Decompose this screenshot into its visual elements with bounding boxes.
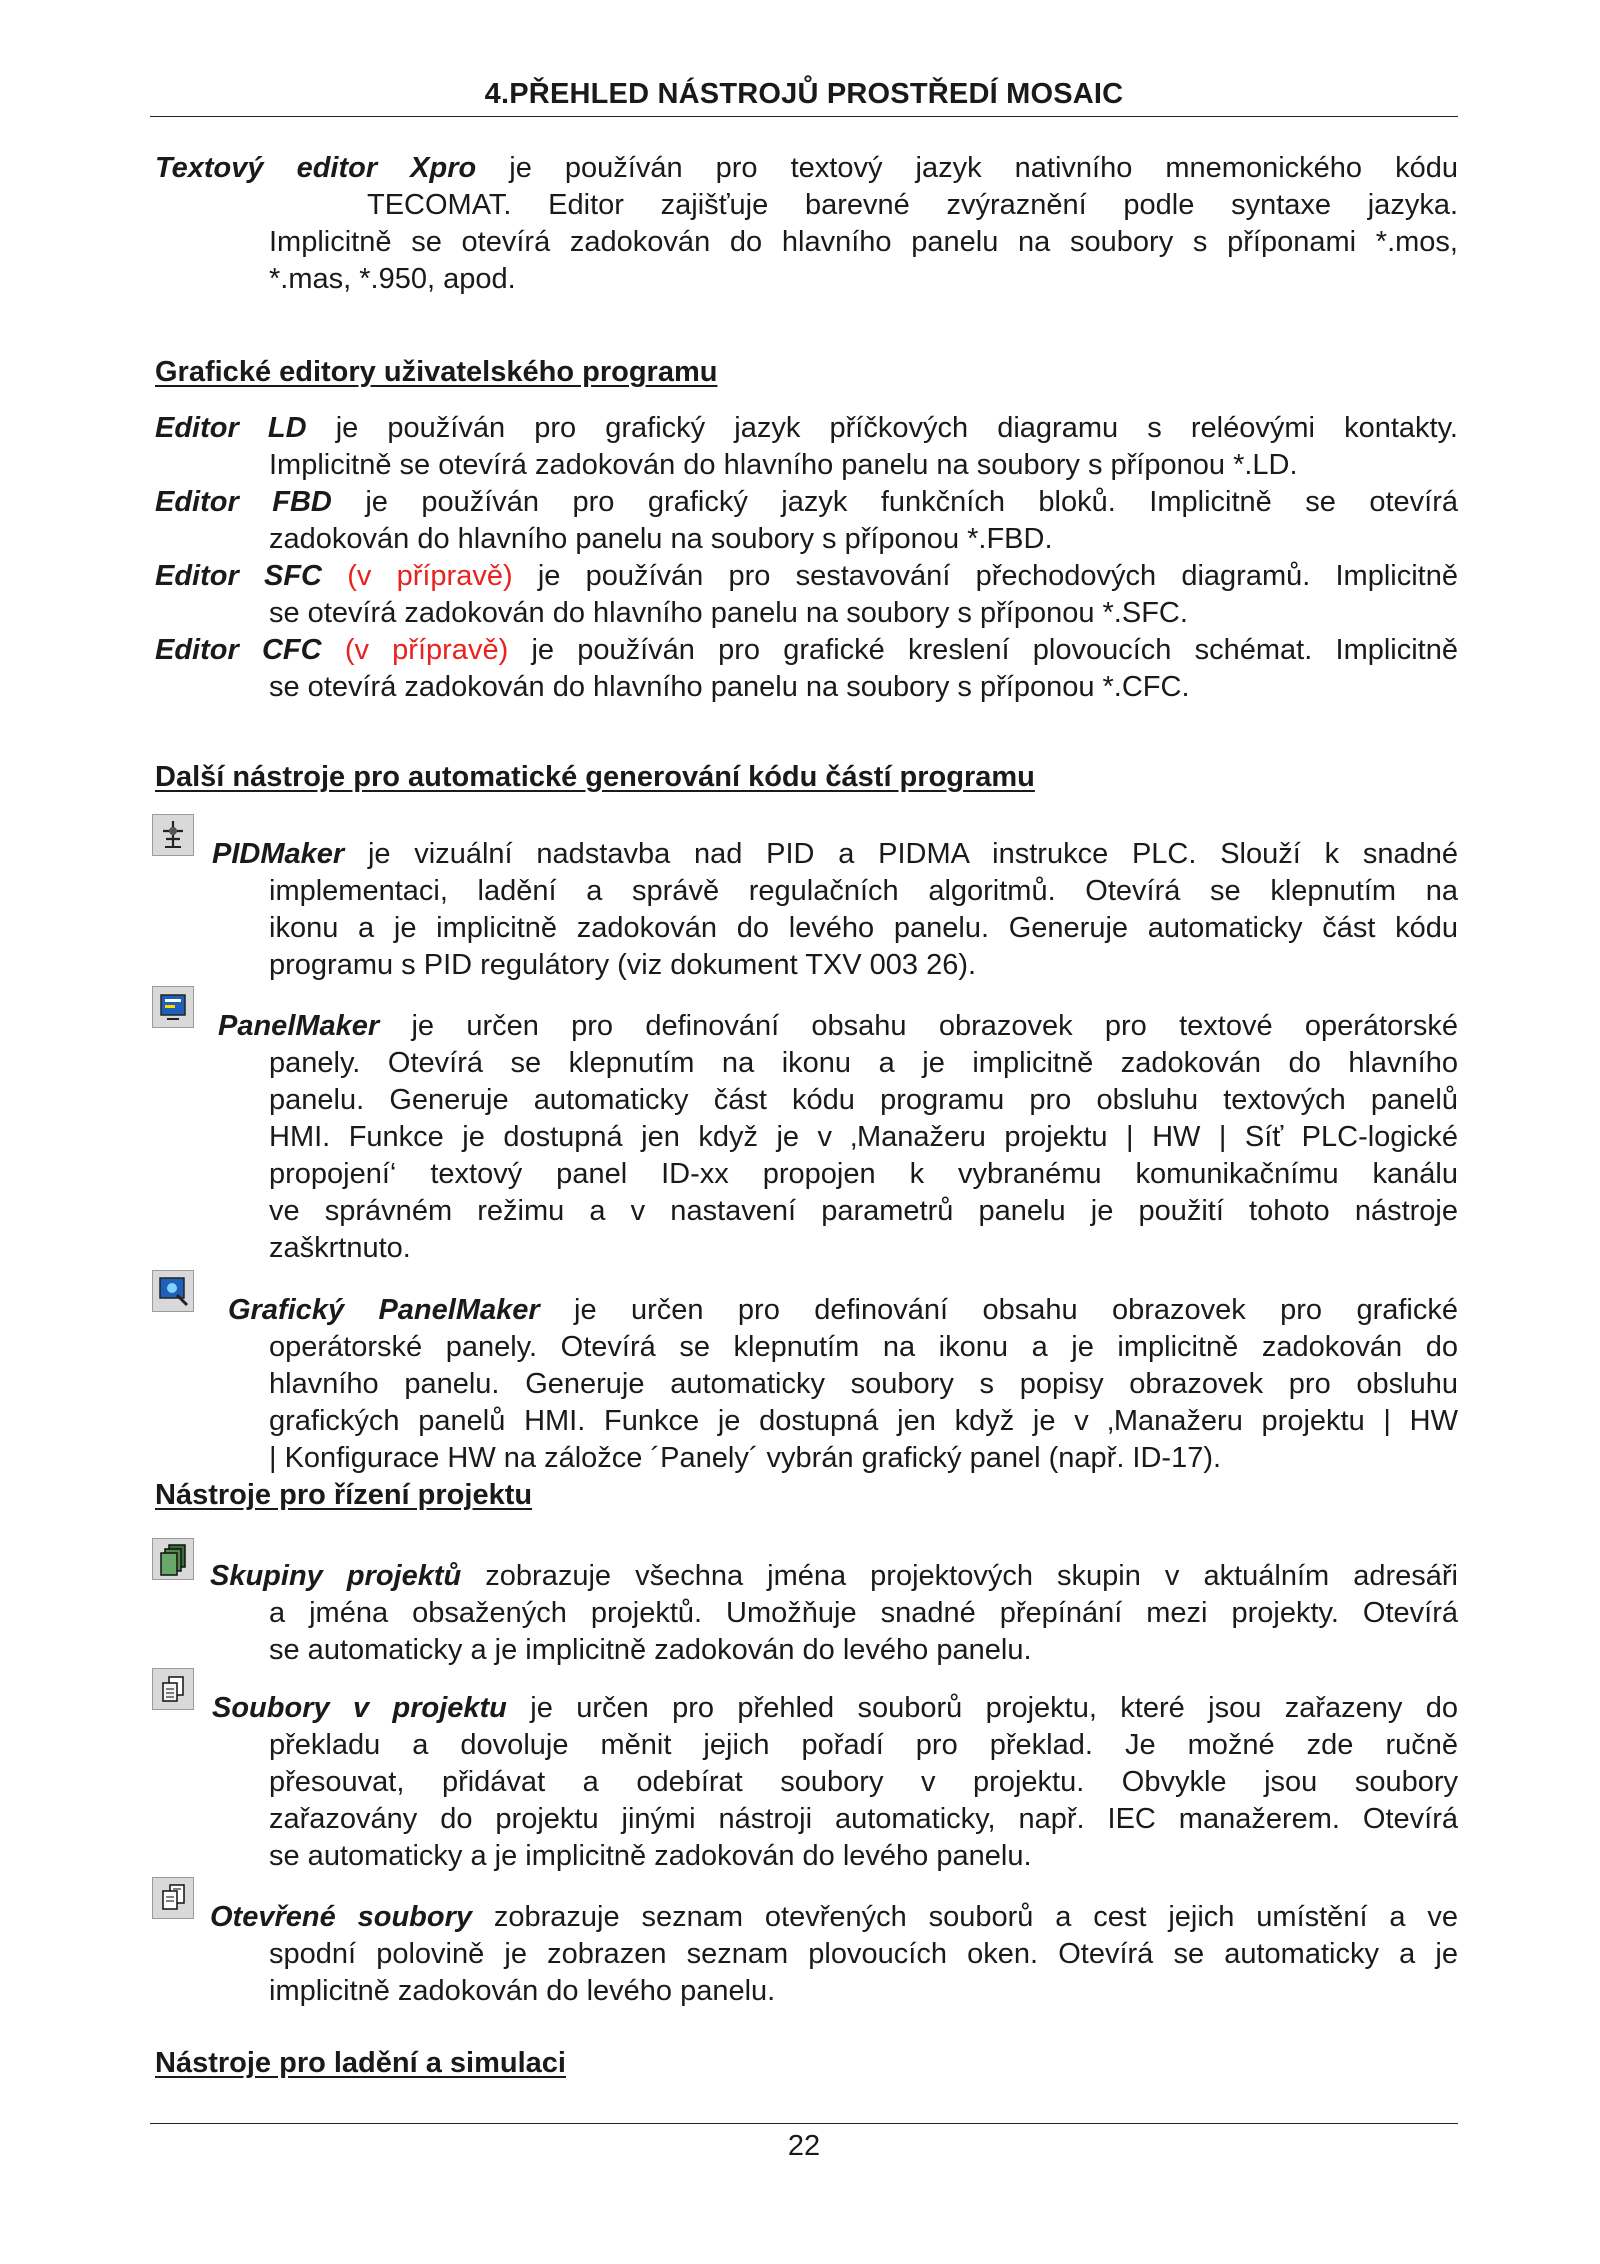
fbd-line-2: zadokován do hlavního panelu na soubory s příponou *.FBD. <box>269 523 1053 555</box>
groups-line-3: se automaticky a je implicitně zadokován do levého panelu. <box>269 1634 1032 1666</box>
pidmaker-line-2: implementaci, ladění a správě regulačních algoritmů. Otevírá se klepnutím na <box>269 875 1458 907</box>
fbd-line-1: je používán pro grafický jazyk funkčních bloků. Implicitně se otevírá <box>331 486 1458 518</box>
xpro-term: Textový editor Xpro <box>155 152 477 184</box>
files-line-5: se automaticky a je implicitně zadokován do levého panelu. <box>269 1840 1032 1872</box>
header-rule <box>150 116 1458 117</box>
xpro-line-3: Implicitně se otevírá zadokován do hlavního panelu na soubory s příponami *.mos, <box>269 226 1458 258</box>
fbd-term: Editor FBD <box>155 486 332 518</box>
panelmaker-continuation <box>269 1045 1458 1267</box>
groups-paragraph <box>210 1558 1458 1595</box>
groups-continuation <box>269 1595 1458 1669</box>
pidmaker-line-1: je vizuální nadstavba nad PID a PIDMA instrukce PLC. Slouží k snadné <box>344 838 1458 870</box>
cfc-line-2: se otevírá zadokován do hlavního panelu na soubory s příponou *.CFC. <box>269 671 1190 703</box>
sfc-line-1: je používán pro sestavování přechodových diagramů. Implicitně <box>512 560 1458 592</box>
section-heading-debug-tools: Nástroje pro ladění a simulaci <box>155 2047 566 2079</box>
panelmaker-line-2: panely. Otevírá se klepnutím na ikonu a je implicitně zadokován do hlavního <box>269 1047 1458 1079</box>
gpanelmaker-line-3: hlavního panelu. Generuje automaticky soubory s popisy obrazovek pro obsluhu <box>269 1368 1458 1400</box>
sfc-term: Editor SFC <box>155 560 322 592</box>
files-continuation <box>269 1727 1458 1875</box>
pid-maker-icon <box>152 814 194 856</box>
panel-maker-icon <box>152 986 194 1028</box>
page-number: 22 <box>787 2130 821 2162</box>
xpro-line-4: *.mas, *.950, apod. <box>269 263 516 295</box>
groups-line-1: zobrazuje všechna jména projektových skupin v aktuálním adresáři <box>461 1560 1458 1592</box>
groups-term: Skupiny projektů <box>210 1560 462 1592</box>
openfiles-line-3: implicitně zadokován do levého panelu. <box>269 1975 776 2007</box>
ld-line-1: je používán pro grafický jazyk příčkových diagramu s reléovými kontakty. <box>306 412 1458 444</box>
gpanelmaker-term: Grafický PanelMaker <box>228 1294 540 1326</box>
cfc-line-1: je používán pro grafické kreslení plovoucích schémat. Implicitně <box>508 634 1458 666</box>
section-heading-auto-generation: Další nástroje pro automatické generování kódu částí programu <box>155 761 1035 793</box>
files-line-1: je určen pro přehled souborů projektu, které jsou zařazeny do <box>506 1692 1458 1724</box>
openfiles-line-1: zobrazuje seznam otevřených souborů a cest jejich umístění a ve <box>472 1901 1458 1933</box>
graphic-panel-maker-icon <box>152 1270 194 1312</box>
section-heading-project-tools: Nástroje pro řízení projektu <box>155 1479 533 1511</box>
groups-line-2: a jména obsažených projektů. Umožňuje snadné přepínání mezi projekty. Otevírá <box>269 1597 1458 1629</box>
editors-paragraphs <box>155 410 1458 706</box>
pidmaker-continuation <box>269 873 1458 984</box>
ld-term: Editor LD <box>155 412 307 444</box>
gpanelmaker-continuation <box>269 1329 1458 1477</box>
panelmaker-paragraph <box>218 1008 1458 1045</box>
panelmaker-line-5: propojení‘ textový panel ID-xx propojen k vybranému komunikačnímu kanálu <box>269 1158 1458 1190</box>
ld-line-2: Implicitně se otevírá zadokován do hlavního panelu na soubory s příponou *.LD. <box>269 449 1298 481</box>
openfiles-line-2: spodní polovině je zobrazen seznam plovoucích oken. Otevírá se automaticky a je <box>269 1938 1458 1970</box>
xpro-paragraph <box>155 150 1458 298</box>
files-line-3: přesouvat, přidávat a odebírat soubory v projektu. Obvykle jsou soubory <box>269 1766 1458 1798</box>
pidmaker-line-3: ikonu a je implicitně zadokován do levého panelu. Generuje automaticky část kódu <box>269 912 1458 944</box>
gpanelmaker-line-1: je určen pro definování obsahu obrazovek pro grafické <box>539 1294 1458 1326</box>
panelmaker-line-1: je určen pro definování obsahu obrazovek pro textové operátorské <box>379 1010 1458 1042</box>
cfc-status-note: (v přípravě) <box>344 634 509 666</box>
panelmaker-term: PanelMaker <box>218 1010 380 1042</box>
gpanelmaker-line-2: operátorské panely. Otevírá se klepnutím na ikonu a je implicitně zadokován do <box>269 1331 1458 1363</box>
page-header-title: 4.PŘEHLED NÁSTROJŮ PROSTŘEDÍ MOSAIC <box>484 78 1124 110</box>
gpanelmaker-line-5: | Konfigurace HW na záložce ´Panely´ vybrán grafický panel (např. ID-17). <box>269 1442 1222 1474</box>
xpro-line-2: TECOMAT. Editor zajišťuje barevné zvýraznění podle syntaxe jazyka. <box>367 189 1458 221</box>
pidmaker-paragraph <box>212 836 1458 873</box>
cfc-term: Editor CFC <box>155 634 322 666</box>
gpanelmaker-paragraph <box>228 1292 1458 1329</box>
openfiles-continuation <box>269 1936 1458 2010</box>
panelmaker-line-3: panelu. Generuje automaticky část kódu programu pro obsluhu textových panelů <box>269 1084 1458 1116</box>
files-line-4: zařazovány do projektu jinými nástroji automaticky, např. IEC manažerem. Otevírá <box>269 1803 1458 1835</box>
project-files-icon <box>152 1668 194 1710</box>
panelmaker-line-4: HMI. Funkce je dostupná jen když je v ‚Manažeru projektu | HW | Síť PLC-logické <box>269 1121 1458 1153</box>
openfiles-term: Otevřené soubory <box>210 1901 472 1933</box>
sfc-line-2: se otevírá zadokován do hlavního panelu na soubory s příponou *.SFC. <box>269 597 1188 629</box>
files-term: Soubory v projektu <box>212 1692 507 1724</box>
footer-rule <box>150 2123 1458 2124</box>
files-line-2: překladu a dovoluje měnit jejich pořadí pro překlad. Je možné zde ručně <box>269 1729 1458 1761</box>
pidmaker-term: PIDMaker <box>212 838 345 870</box>
panelmaker-line-6: ve správném režimu a v nastavení parametrů panelu je použití tohoto nástroje <box>269 1195 1458 1227</box>
sfc-status-note: (v přípravě) <box>347 560 513 592</box>
openfiles-paragraph <box>210 1899 1458 1936</box>
pidmaker-line-4: programu s PID regulátory (viz dokument TXV 003 26). <box>269 949 977 981</box>
panelmaker-line-7: zaškrtnuto. <box>269 1232 411 1264</box>
files-paragraph <box>212 1690 1458 1727</box>
gpanelmaker-line-4: grafických panelů HMI. Funkce je dostupná jen když je v ‚Manažeru projektu | HW <box>269 1405 1458 1437</box>
open-files-icon <box>152 1877 194 1919</box>
xpro-line-1: je používán pro textový jazyk nativního mnemonického kódu <box>476 152 1458 184</box>
section-heading-graphic-editors: Grafické editory uživatelského programu <box>155 356 718 388</box>
project-groups-icon <box>152 1538 194 1580</box>
